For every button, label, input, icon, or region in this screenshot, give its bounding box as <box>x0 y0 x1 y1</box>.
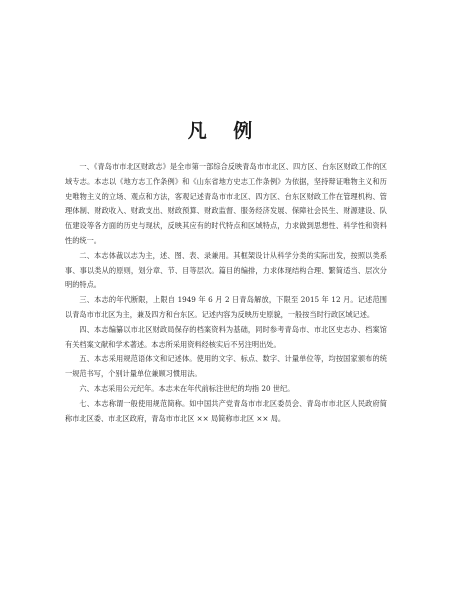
paragraph-1: 一、《青岛市市北区财政志》是全市第一部综合反映青岛市市北区、四方区、台东区财政工作的区域专志。本志以《地方志工作条例》和《山东省地方史志工作条例》为依据，坚持辩证唯物主义和历史唯物主义的立场、观点和方法，客观记述青岛市市北区、四方区、台东区财政工作在管理机构、管理体制、财政收入、财政支出、财政预算、财政监督、服务经济发展、保障社会民生、财源建设、队伍建设等各方面的历史与现状，反映其应有的时代特点和区域特点，力求做到思想性、科学性和资料性的统一。 <box>65 162 387 245</box>
paragraph-4: 四、本志编纂以市北区财政局保存的档案资料为基础，同时参考青岛市、市北区史志办、档案馆有关档案文献和学术著述。本志所采用资料经核实后不另注明出处。 <box>65 324 387 349</box>
paragraph-5: 五、本志采用规范语体文和记述体。使用的文字、标点、数字、计量单位等，均按国家颁布的统一规范书写，个别计量单位兼顾习惯用法。 <box>65 354 387 379</box>
document-body <box>65 160 387 426</box>
paragraph-6: 六、本志采用公元纪年。本志未在年代前标注世纪的均指 20 世纪。 <box>79 383 295 393</box>
paragraph-2: 二、本志体裁以志为主，述、图、表、录兼用。其框架设计从科学分类的实际出发，按照以类系事、事以类从的原则，划分章、节、目等层次。篇目的编排，力求体现结构合理、繁简适当、层次分明的特点。 <box>65 250 387 290</box>
paragraph-3: 三、本志的年代断限，上限自 1949 年 6 月 2 日青岛解放，下限至 2015 年 12 月。记述范围以青岛市市北区为主，兼及四方和台东区。记述内容为反映历史原貌，一般按当时行政区域记述。 <box>65 295 387 319</box>
page-title: 凡 例 <box>187 120 263 142</box>
paragraph-7: 七、本志称谓一般使用规范简称。如中国共产党青岛市市北区委员会、青岛市市北区人民政府简称市北区委、市北区政府，青岛市市北区 ×× 局简称市北区 ×× 局。 <box>65 398 387 423</box>
